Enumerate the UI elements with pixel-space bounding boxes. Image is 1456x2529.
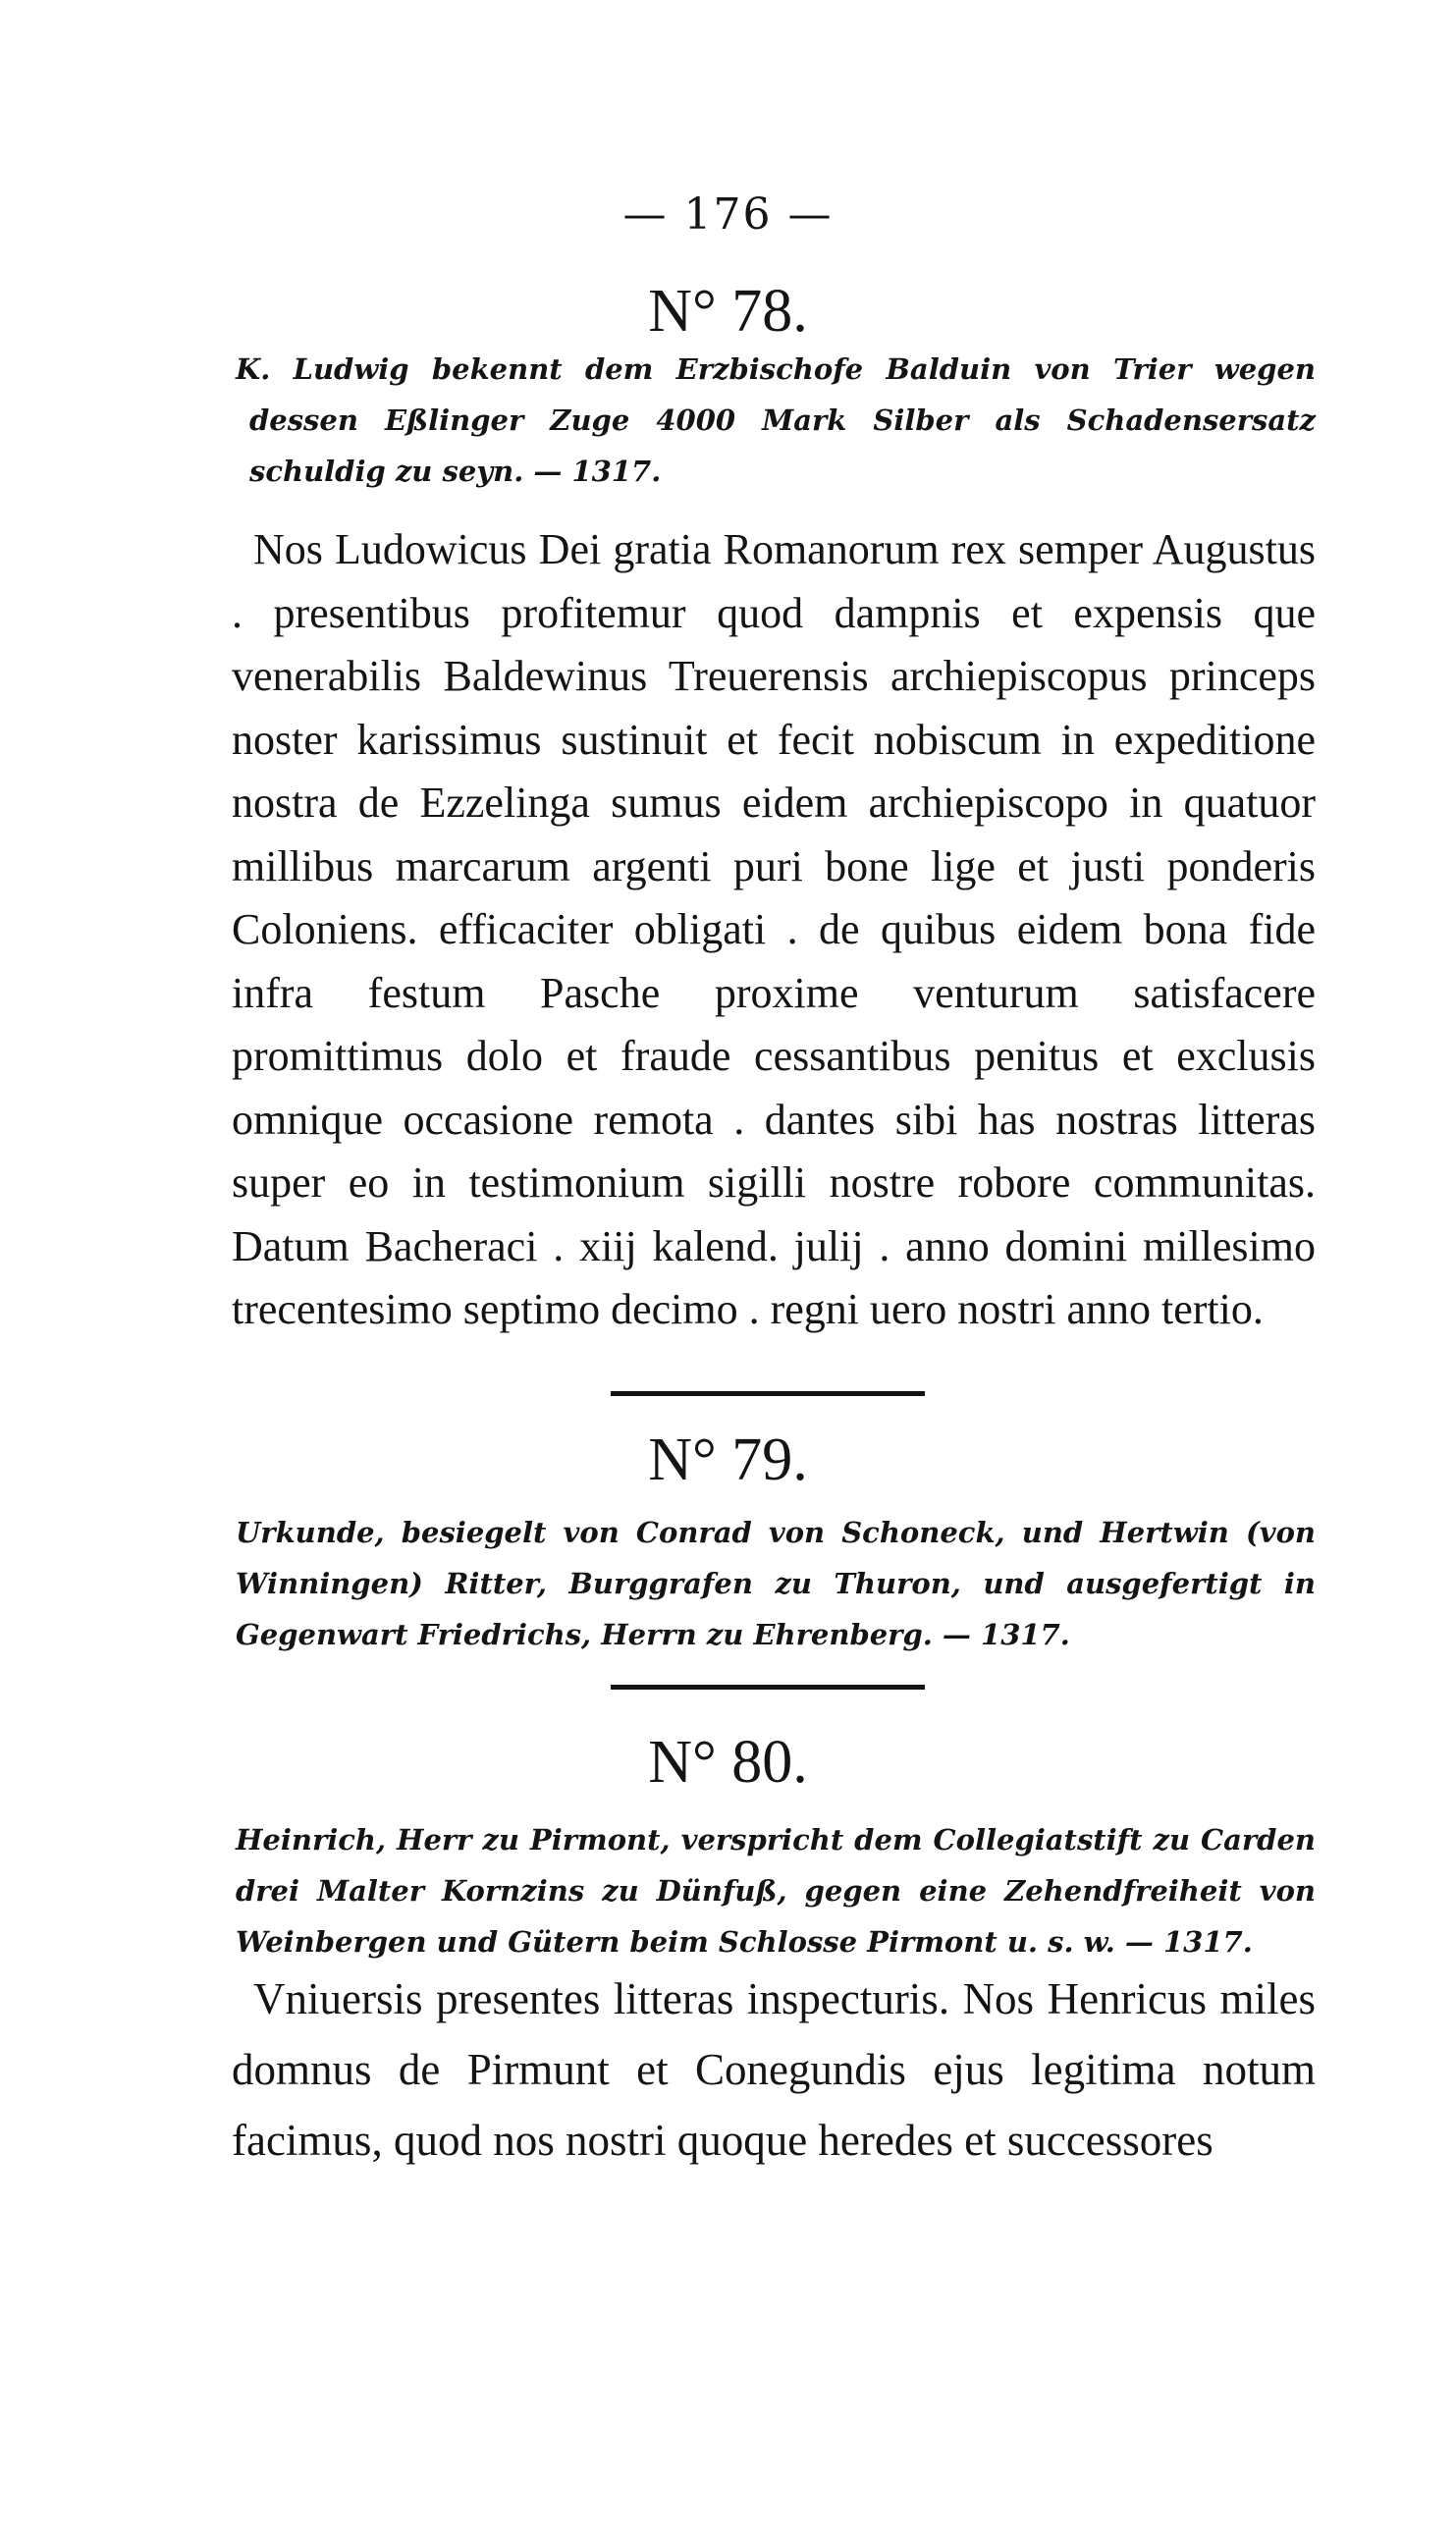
entry-78-number: N° 78. bbox=[648, 278, 808, 345]
entry-79-number: N° 79. bbox=[648, 1426, 808, 1493]
entry-80-text: Vniuersis presentes litteras inspecturis. Nos Henricus miles domnus de Pirmunt et Conegundis ejus legitima notum facimus, quod nos nostri quoque heredes et successores bbox=[232, 1974, 1316, 2165]
entry-79-regest: Urkunde, besiegelt von Conrad von Schoneck, und Hertwin (von Winningen) Ritter, Burggrafen zu Thuron, und ausgefertigt in Gegenwart Friedrichs, Herrn zu Ehrenberg. — 1317. bbox=[236, 1516, 1316, 1651]
entry-80-number: N° 80. bbox=[648, 1729, 808, 1796]
page-number: — 176 — bbox=[622, 189, 834, 240]
section-divider bbox=[611, 1685, 925, 1690]
entry-78-regest: K. Ludwig bekennt dem Erzbischofe Balduin von Trier wegen dessen Eßlinger Zuge 4000 Mark Silber als Schadensersatz schuldig zu seyn. — 1317. bbox=[236, 352, 1316, 488]
entry-78-text: Nos Ludowicus Dei gratia Romanorum rex semper Augustus . presentibus profitemur quod dampnis et expensis que venerabilis Baldewinus Treuerensis archiepiscopus princeps noster karissimus sustinuit et fecit nobiscum in expeditione nostra de Ezzelinga sumus eidem archiepiscopo in quatuor millibus marcarum argenti puri bone lige et justi ponderis Coloniens. efficaciter obligati . de quibus eidem bona fide infra festum Pasche proxime venturum satisfacere promittimus dolo et fraude cessantibus penitus et exclusis omnique occasione remota . dantes sibi has nostras litteras super eo in testimonium sigilli nostre robore communitas. Datum Bacheraci . xiij kalend. julij . anno domini millesimo trecentesimo septimo decimo . regni uero nostri anno tertio. bbox=[232, 525, 1316, 1333]
section-divider bbox=[611, 1391, 925, 1396]
entry-80-regest: Heinrich, Herr zu Pirmont, verspricht dem Collegiatstift zu Carden drei Malter Kornzins zu Dünfuß, gegen eine Zehendfreiheit von Weinbergen und Gütern beim Schlosse Pirmont u. s. w. — 1317. bbox=[236, 1823, 1316, 1959]
